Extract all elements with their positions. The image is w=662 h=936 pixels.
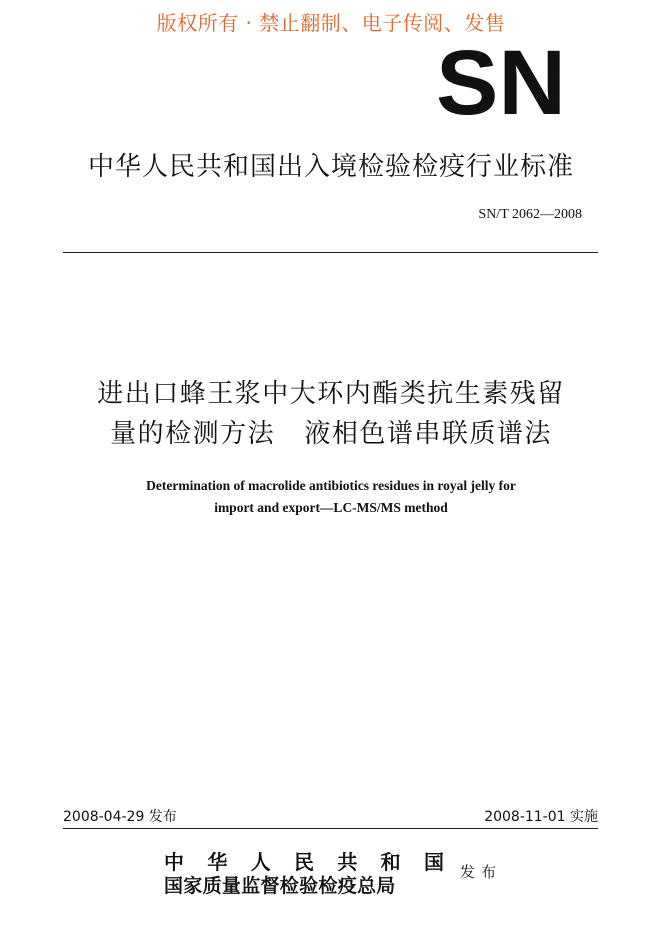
title-english-line-2: import and export—LC-MS/MS method bbox=[214, 500, 448, 515]
issuer-country-char: 民 bbox=[293, 850, 314, 874]
implementation-date: 2008-11-01 实施 bbox=[484, 809, 598, 825]
standard-category: 中华人民共和国出入境检验检疫行业标准 bbox=[87, 152, 574, 182]
issuer-agency: 国家质量监督检验检疫总局 bbox=[164, 875, 396, 897]
copyright-notice: 版权所有 · 禁止翻制、电子传阅、发售 bbox=[156, 11, 506, 35]
issuer-country-char: 华 bbox=[207, 850, 228, 874]
issue-date: 2008-04-29 发布 bbox=[63, 809, 177, 825]
issuer-country bbox=[164, 850, 444, 874]
title-english-line-1: Determination of macrolide antibiotics residues in royal jelly for bbox=[146, 478, 516, 493]
issuer-country-char: 中 bbox=[164, 850, 184, 874]
standard-number: SN/T 2062—2008 bbox=[478, 207, 582, 222]
issuer-country-char: 国 bbox=[423, 850, 444, 874]
sn-logo-text: SN bbox=[436, 48, 566, 118]
issuer-country-char: 人 bbox=[250, 850, 271, 874]
top-divider bbox=[63, 252, 598, 253]
issuer-country-char: 和 bbox=[380, 850, 401, 874]
title-chinese bbox=[0, 374, 662, 454]
publish-label: 发布 bbox=[460, 863, 503, 881]
sn-logo bbox=[434, 48, 568, 118]
issuer-country-char: 共 bbox=[337, 850, 358, 874]
issuing-authority bbox=[164, 850, 444, 898]
bottom-divider bbox=[63, 828, 598, 829]
title-chinese-line-2: 量的检测方法 液相色谱串联质谱法 bbox=[110, 419, 552, 449]
title-english bbox=[0, 475, 662, 519]
title-chinese-line-1: 进出口蜂王浆中大环内酯类抗生素残留 bbox=[97, 379, 565, 409]
